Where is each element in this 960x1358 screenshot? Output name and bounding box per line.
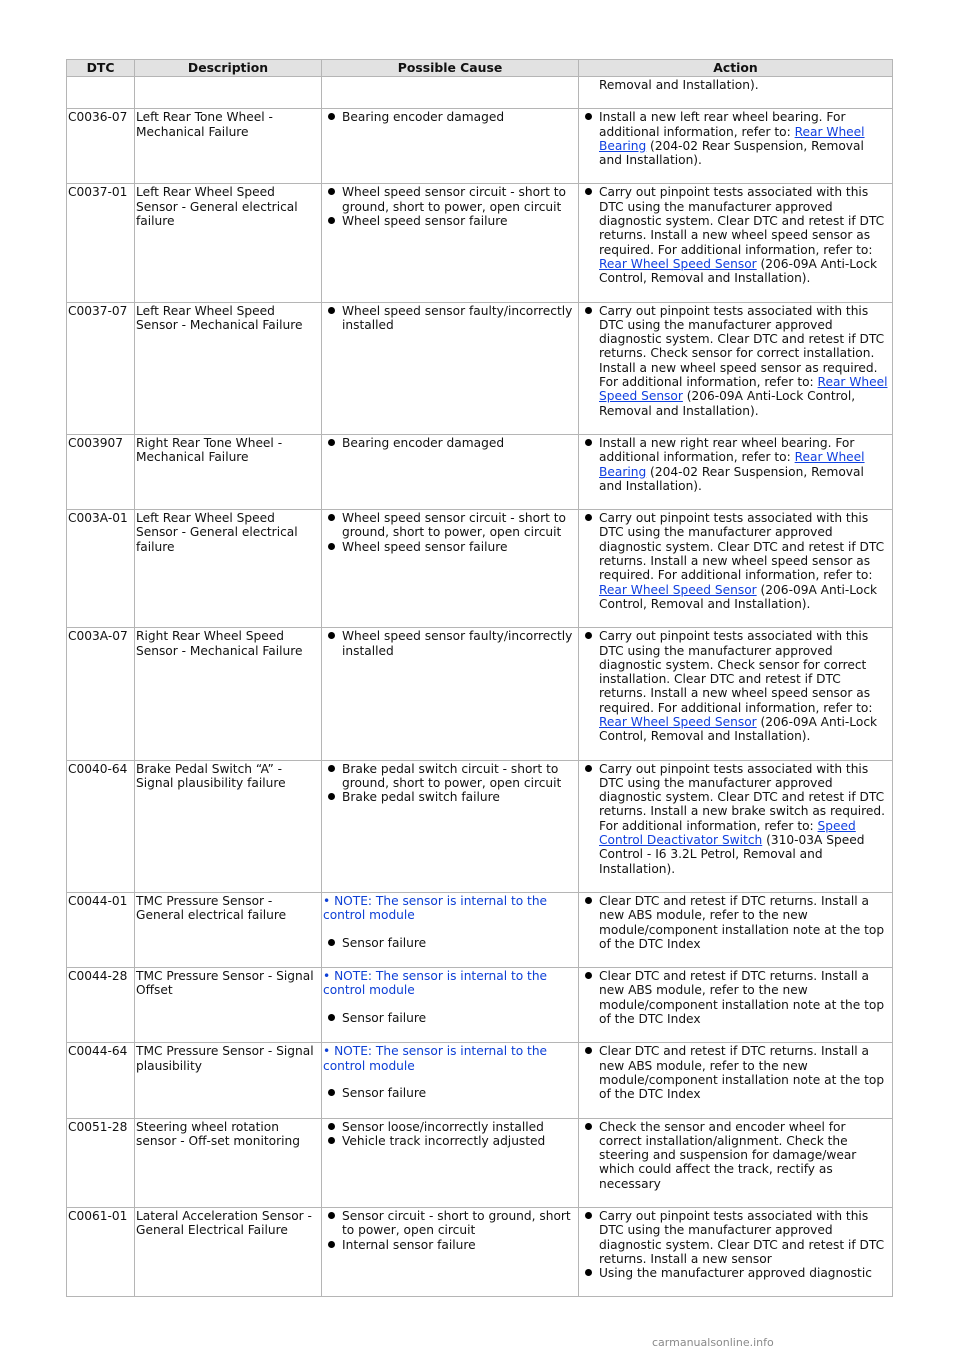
table-body [67,77,893,1297]
action-continued-text: Removal and Installation). [599,78,759,92]
action-text-suffix: (204-02 Rear Suspension, Removal and Installation). [599,464,864,493]
dtc-code-cell: C0037-01 [67,184,135,302]
description-cell: Brake Pedal Switch “A” - Signal plausibility failure [135,760,322,892]
table-row [67,302,893,434]
reference-link[interactable]: Speed Control Deactivator Switch [599,818,856,848]
cause-cell [322,1043,579,1118]
action-text: Check the sensor and encoder wheel for correct installation/alignment. Check the steering and suspension for damage/wear which could affect the track, rectify as necessary [599,1119,857,1191]
cause-item: Sensor loose/incorrectly installed [323,1120,576,1134]
dtc-code-cell: C0044-28 [67,968,135,1043]
cause-item: Wheel speed sensor circuit - short to ground, short to power, open circuit [323,185,576,214]
reference-link[interactable]: Rear Wheel Speed Sensor [599,375,888,404]
cause-item: Sensor failure [323,1086,576,1100]
table-row [67,968,893,1043]
cause-item: Bearing encoder damaged [323,436,576,450]
description-cell: Right Rear Wheel Speed Sensor - Mechanical Failure [135,628,322,760]
cause-list [323,304,576,333]
action-item [580,762,890,876]
action-text: Carry out pinpoint tests associated with this DTC using the manufacturer approved diagnostic system. Clear DTC and retest if DTC returns. Install a new wheel speed sensor as required. For additional information, refer to: [599,185,885,257]
action-item [580,110,890,167]
action-text: Carry out pinpoint tests associated with this DTC using the manufacturer approved diagnostic system. Clear DTC and retest if DTC returns. Install a new wheel speed sensor as required. For additional information, refer to: [599,511,885,583]
cause-item: Internal sensor failure [323,1238,576,1252]
dtc-cell [67,77,135,109]
cause-item: Bearing encoder damaged [323,110,576,124]
action-list [580,969,890,1026]
action-cell [579,628,893,760]
reference-link[interactable]: Rear Wheel Speed Sensor [599,256,757,271]
action-text: Install a new left rear wheel bearing. For additional information, refer to: [599,110,846,139]
action-text: Carry out pinpoint tests associated with this DTC using the manufacturer approved diagnostic system. Check sensor for correct installation. Clear DTC and retest if DTC returns. Install a new wheel speed sensor as required. For additional information, refer to: [599,629,873,715]
dtc-code-cell: C0044-01 [67,892,135,967]
action-text-suffix: (310-03A Speed Control - I6 3.2L Petrol, Removal and Installation). [599,833,865,876]
cause-list [323,110,576,124]
action-list [580,304,890,418]
description-cell: TMC Pressure Sensor - Signal Offset [135,968,322,1043]
cause-item: Sensor circuit - short to ground, short to power, open circuit [323,1209,576,1238]
cause-list [323,185,576,228]
table-row [67,1043,893,1118]
reference-link[interactable]: Rear Wheel Speed Sensor [599,582,757,597]
action-item [580,969,890,1026]
cause-list [323,511,576,554]
table-row [67,760,893,892]
action-cell [579,1208,893,1297]
action-text: Install a new right rear wheel bearing. For additional information, refer to: [599,435,855,465]
cause-list [323,1120,576,1149]
table-row [67,892,893,967]
action-item [580,511,890,611]
note-text: • NOTE: The sensor is internal to the control module [323,969,548,998]
cause-list [323,1209,576,1252]
dtc-code-cell: C0061-01 [67,1208,135,1297]
action-item [580,1120,890,1191]
cause-list [323,936,576,950]
note-text: • NOTE: The sensor is internal to the control module [323,893,548,923]
header-description: Description [135,60,322,77]
table-header-row [67,60,893,77]
cause-cell [322,109,579,184]
dtc-code-cell: C003A-01 [67,510,135,628]
description-cell: Left Rear Wheel Speed Sensor - General electrical failure [135,184,322,302]
cause-list [323,762,576,805]
action-item [580,629,890,743]
description-cell [135,77,322,109]
action-list [580,1120,890,1191]
action-list [580,629,890,743]
cause-cell [322,184,579,302]
action-text-suffix: (206-09A Anti-Lock Control, Removal and Installation). [599,582,878,611]
action-item [580,1266,890,1280]
cause-item: Wheel speed sensor failure [323,540,576,554]
action-item [580,1044,890,1101]
action-text-suffix: (206-09A Anti-Lock Control, Removal and Installation). [599,714,878,744]
action-text: Carry out pinpoint tests associated with this DTC using the manufacturer approved diagnostic system. Clear DTC and retest if DTC returns. Check sensor for correct installation. Install a new wheel speed sensor as required. For additional information, refer to: [599,303,885,390]
action-cell [579,760,893,892]
action-cell [579,1043,893,1118]
action-list [580,1209,890,1280]
cause-list [323,1011,576,1025]
reference-link[interactable]: Rear Wheel Bearing [599,124,865,153]
header-possible-cause: Possible Cause [322,60,579,77]
cause-cell [322,892,579,967]
action-list [580,762,890,876]
description-cell: Right Rear Tone Wheel - Mechanical Failure [135,434,322,509]
cause-item: Wheel speed sensor faulty/incorrectly installed [323,304,576,333]
action-text: Using the manufacturer approved diagnostic [599,1266,872,1281]
dtc-code-cell: C0036-07 [67,109,135,184]
reference-link[interactable]: Rear Wheel Speed Sensor [599,714,757,729]
cause-item: Sensor failure [323,936,576,950]
dtc-code-cell: C0040-64 [67,760,135,892]
action-cell [579,510,893,628]
cause-list [323,436,576,450]
action-item [580,304,890,418]
dtc-code-cell: C003907 [67,434,135,509]
action-cell [579,434,893,509]
cause-item: Sensor failure [323,1011,576,1025]
table-row [67,1208,893,1297]
table-row [67,1118,893,1207]
action-cell [579,968,893,1043]
action-cell [579,892,893,967]
action-cell [579,184,893,302]
cause-cell [322,760,579,892]
cause-cell [322,968,579,1043]
cause-item: Wheel speed sensor faulty/incorrectly installed [323,629,576,658]
table-row [67,510,893,628]
cause-item: Brake pedal switch circuit - short to ground, short to power, open circuit [323,762,576,791]
note-text: • NOTE: The sensor is internal to the control module [323,1044,548,1073]
action-text: Clear DTC and retest if DTC returns. Install a new ABS module, refer to the new module/component installation note at the top of the DTC Index [599,893,885,951]
cause-cell [322,434,579,509]
cause-item: Wheel speed sensor circuit - short to ground, short to power, open circuit [323,511,576,540]
action-text-suffix: (206-09A Anti-Lock Control, Removal and Installation). [599,256,878,286]
description-cell: Left Rear Wheel Speed Sensor - General electrical failure [135,510,322,628]
table-row-continued [67,77,893,109]
description-cell: TMC Pressure Sensor - Signal plausibility [135,1043,322,1118]
action-text: Carry out pinpoint tests associated with this DTC using the manufacturer approved diagnostic system. Clear DTC and retest if DTC returns. Install a new sensor [599,1209,885,1266]
description-cell: Lateral Acceleration Sensor - General Electrical Failure [135,1208,322,1297]
action-cell [579,302,893,434]
header-dtc: DTC [67,60,135,77]
cause-list [323,629,576,658]
action-list [580,185,890,285]
action-item [580,894,890,951]
dtc-code-cell: C003A-07 [67,628,135,760]
description-cell: Steering wheel rotation sensor - Off-set monitoring [135,1118,322,1207]
dtc-code-cell: C0051-28 [67,1118,135,1207]
table-row [67,109,893,184]
action-item [580,185,890,285]
action-item [580,1209,890,1266]
action-text-suffix: (206-09A Anti-Lock Control, Removal and Installation). [599,389,856,418]
dtc-code-cell: C0044-64 [67,1043,135,1118]
action-text: Clear DTC and retest if DTC returns. Install a new ABS module, refer to the new module/component installation note at the top of the DTC Index [599,1044,885,1102]
action-list [580,110,890,167]
action-cell [579,77,893,109]
cause-item: Vehicle track incorrectly adjusted [323,1134,576,1148]
description-cell: Left Rear Tone Wheel - Mechanical Failure [135,109,322,184]
description-cell: Left Rear Wheel Speed Sensor - Mechanical Failure [135,302,322,434]
header-action: Action [579,60,893,77]
action-list [580,511,890,611]
cause-item: Wheel speed sensor failure [323,214,576,228]
table-row [67,434,893,509]
dtc-table [66,59,893,1297]
cause-cell [322,510,579,628]
action-item [580,436,890,493]
table-row [67,628,893,760]
action-text: Carry out pinpoint tests associated with this DTC using the manufacturer approved diagnostic system. Clear DTC and retest if DTC returns. Install a new brake switch as required. For additional information, refer to: [599,761,885,833]
cause-cell [322,1208,579,1297]
cause-cell [322,302,579,434]
watermark-text: carmanualsonline.info [652,1336,774,1349]
dtc-code-cell: C0037-07 [67,302,135,434]
action-text: Clear DTC and retest if DTC returns. Install a new ABS module, refer to the new module/component installation note at the top of the DTC Index [599,969,885,1027]
action-list [580,436,890,493]
action-list [580,894,890,951]
description-cell: TMC Pressure Sensor - General electrical failure [135,892,322,967]
action-cell [579,109,893,184]
cause-cell [322,628,579,760]
cause-cell [322,77,579,109]
reference-link[interactable]: Rear Wheel Bearing [599,450,865,479]
action-text-suffix: (204-02 Rear Suspension, Removal and Installation). [599,138,864,168]
cause-item: Brake pedal switch failure [323,790,576,804]
cause-cell [322,1118,579,1207]
table-row [67,184,893,302]
cause-list [323,1086,576,1100]
action-cell [579,1118,893,1207]
action-list [580,1044,890,1101]
